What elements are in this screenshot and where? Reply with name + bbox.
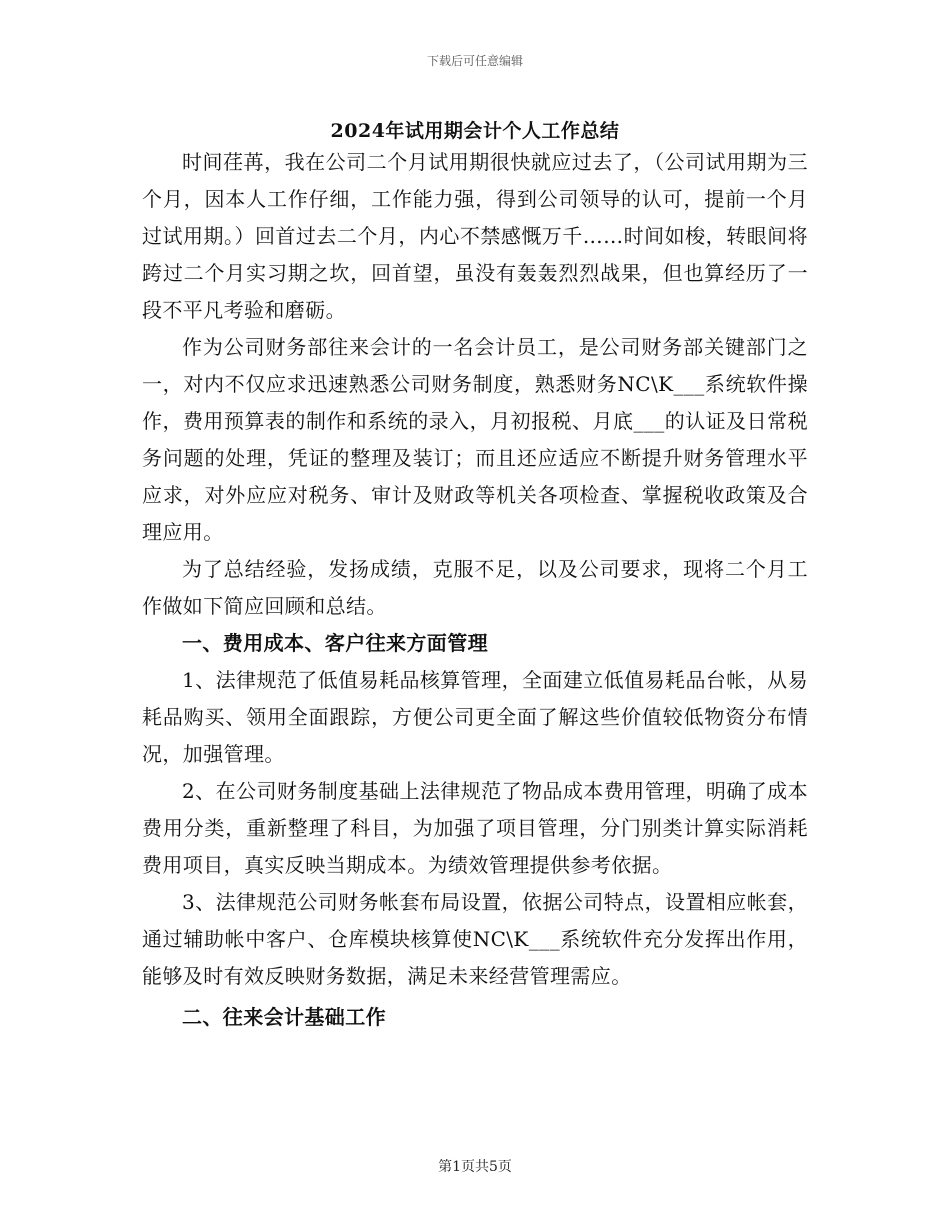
role-paragraph: 作为公司财务部往来会计的一名会计员工，是公司财务部关键部门之一，对内不仅应求迅速熟悉公司财务制度，熟悉财务NC\K___系统软件操作，费用预算表的制作和系统的录入，月初报税、月底___的认证及日常税务问题的处理，凭证的整理及装订；而且还应适应不断提升财务管理水平应求，对外应应对税务、审计及财政等机关各项检查、掌握税收政策及合理应用。 bbox=[142, 335, 808, 544]
section-heading-2: 二、往来会计基础工作 bbox=[182, 1005, 386, 1029]
section-heading-1: 一、费用成本、客户往来方面管理 bbox=[182, 631, 488, 655]
section1-item-3: 3、法律规范公司财务帐套布局设置，依据公司特点，设置相应帐套，通过辅助帐中客户、仓库模块核算使NC\K___系统软件充分发挥出作用，能够及时有效反映财务数据，满足未来经营管理需应。 bbox=[142, 890, 808, 988]
section1-item-2: 2、在公司财务制度基础上法律规范了物品成本费用管理，明确了成本费用分类，重新整理了科目，为加强了项目管理，分门别类计算实际消耗费用项目，真实反映当期成本。为绩效管理提供参考依据。 bbox=[142, 779, 808, 877]
page-header-note: 下载后可任意编辑 bbox=[426, 54, 523, 68]
page-number: 第1页共5页 bbox=[438, 1159, 512, 1175]
intro-paragraph: 时间荏苒，我在公司二个月试用期很快就应过去了，（公司试用期为三个月，因本人工作仔细，工作能力强，得到公司领导的认可，提前一个月过试用期。）回首过去二个月，内心不禁感慨万千……时间如梭，转眼间将跨过二个月实习期之坎，回首望，虽没有轰轰烈烈战果，但也算经历了一段不平凡考验和磨砺。 bbox=[142, 150, 808, 322]
section1-item-1: 1、法律规范了低值易耗品核算管理，全面建立低值易耗品台帐，从易耗品购买、领用全面跟踪，方便公司更全面了解这些价值较低物资分布情况，加强管理。 bbox=[142, 668, 808, 766]
document-body bbox=[142, 144, 808, 1036]
document-title: 2024年试用期会计个人工作总结 bbox=[330, 120, 620, 142]
purpose-paragraph: 为了总结经验，发扬成绩，克服不足，以及公司要求，现将二个月工作做如下简应回顾和总结。 bbox=[142, 557, 808, 618]
